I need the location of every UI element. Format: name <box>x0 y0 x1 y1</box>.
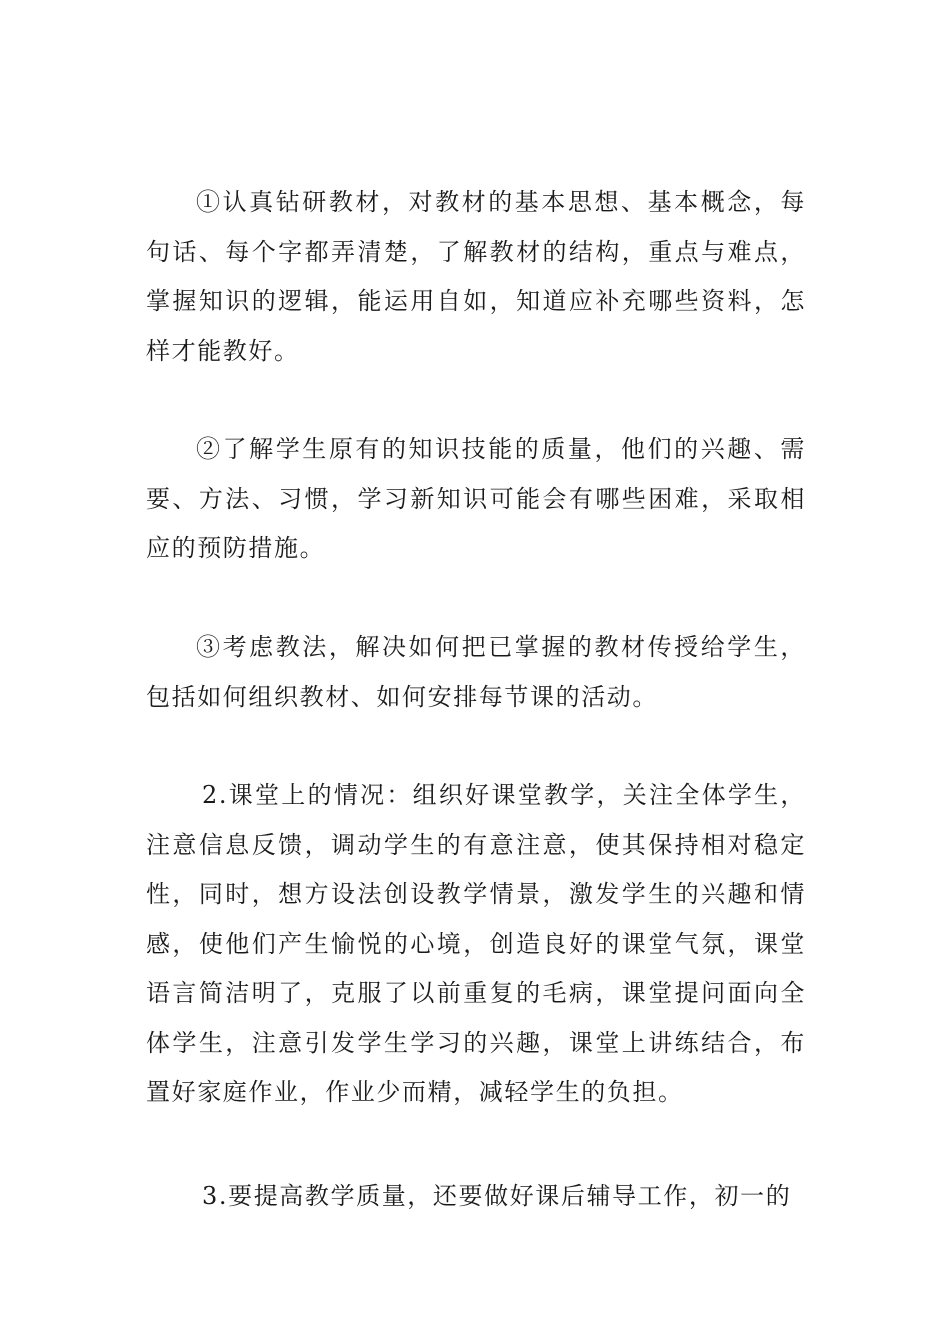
paragraph-after-class-tutoring: 3.要提高教学质量，还要做好课后辅导工作，初一的 <box>202 1182 792 1210</box>
paragraph-classroom-situation: 2.课堂上的情况：组织好课堂教学，关注全体学生，注意信息反馈，调动学生的有意注意，使其保持相对稳定性，同时，想方设法创设教学情景，激发学生的兴趣和情感，使他们产生愉悦的心境，创造良好的课堂气氛，课堂语言简洁明了，克服了以前重复的毛病，课堂提问面向全体学生，注意引发学生学习的兴趣，课堂上讲练结合，布置好家庭作业，作业少而精，减轻学生的负担。 <box>146 781 806 1106</box>
paragraph-study-textbook: ①认真钻研教材，对教材的基本思想、基本概念，每句话、每个字都弄清楚，了解教材的结构，重点与难点，掌握知识的逻辑，能运用自如，知道应补充哪些资料，怎样才能教好。 <box>146 188 806 365</box>
paragraph-understand-students: ②了解学生原有的知识技能的质量，他们的兴趣、需要、方法、习惯，学习新知识可能会有哪些困难，采取相应的预防措施。 <box>146 435 806 562</box>
paragraph-teaching-methods: ③考虑教法，解决如何把已掌握的教材传授给学生，包括如何组织教材、如何安排每节课的活动。 <box>146 633 806 711</box>
